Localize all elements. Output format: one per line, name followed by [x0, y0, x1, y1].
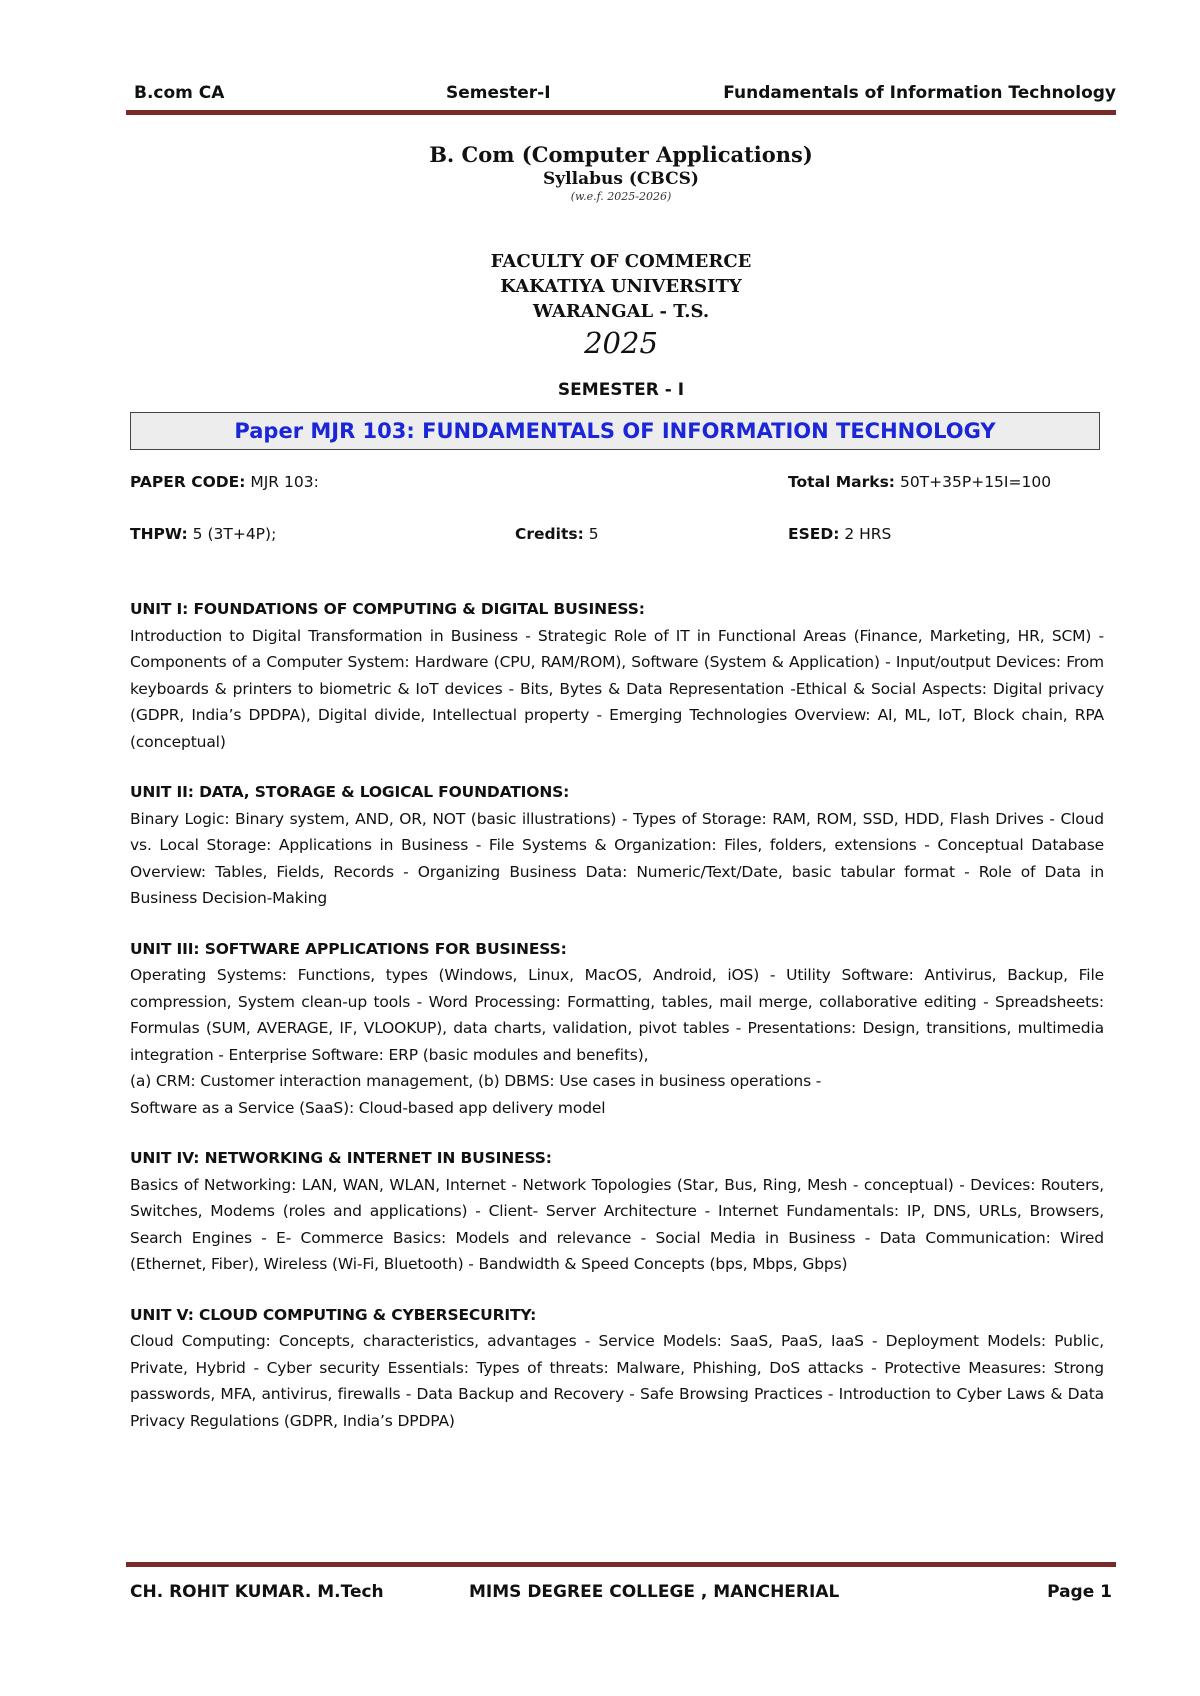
syllabus-title: Syllabus (CBCS): [543, 169, 699, 189]
unit-paragraph: Operating Systems: Functions, types (Windows, Linux, MacOS, Android, iOS) - Utility Software: Antivirus, Backup, File compression, System clean-up tools - Word Processing: Formatting, tables, mail merge, collaborative editing - Spreadsheets: Formulas (SUM, AVERAGE, IF, VLOOKUP), data charts, validation, pivot tables - Presentations: Design, transitions, multimedia integration - Enterprise Software: ERP (basic modules and benefits),: [130, 966, 1104, 1064]
total-marks-label: Total Marks:: [788, 473, 896, 491]
unit-body: [130, 962, 1104, 1121]
unit-paragraph: Introduction to Digital Transformation in Business - Strategic Role of IT in Functional Areas (Finance, Marketing, HR, SCM) - Components of a Computer System: Hardware (CPU, RAM/ROM), Software (System & Application) - Input/output Devices: From keyboards & printers to biometric & IoT devices - Bits, Bytes & Data Representation -Ethical & Social Aspects: Digital privacy (GDPR, India’s DPDPA), Digital divide, Intellectual property - Emerging Technologies Overview: AI, ML, IoT, Block chain, RPA (conceptual): [130, 626, 1104, 751]
credits-label: Credits:: [515, 525, 584, 543]
footer-college: MIMS DEGREE COLLEGE , MANCHERIAL: [469, 1582, 840, 1602]
footer-author: CH. ROHIT KUMAR. M.Tech: [130, 1582, 384, 1602]
semester-heading: SEMESTER - I: [557, 380, 685, 400]
unit-paragraph: Binary Logic: Binary system, AND, OR, NOT (basic illustrations) - Types of Storage: RAM, ROM, SSD, HDD, Flash Drives - Cloud vs. Local Storage: Applications in Business - File Systems & Organization: Files, folders, extensions - Conceptual Database Overview: Tables, Fields, Records - Organizing Business Data: Numeric/Text/Date, basic tabular format - Role of Data in Business Decision-Making: [130, 809, 1104, 907]
header-divider: [126, 110, 1116, 115]
thpw-label: THPW:: [130, 525, 188, 543]
unit-section: [130, 1302, 1104, 1435]
esed-label: ESED:: [788, 525, 840, 543]
paper-code-value: MJR 103:: [250, 473, 319, 491]
footer-page-number: Page 1: [1047, 1582, 1112, 1602]
paper-code: [130, 473, 319, 491]
esed-value: 2 HRS: [844, 525, 892, 543]
effective-year: (w.e.f. 2025-2026): [570, 190, 672, 203]
footer-divider: [126, 1562, 1116, 1567]
unit-body: [130, 1172, 1104, 1278]
unit-body: [130, 1328, 1104, 1434]
university-location: WARANGAL - T.S.: [532, 301, 710, 322]
unit-body: [130, 623, 1104, 756]
syllabus-units: [130, 596, 1104, 1458]
total-marks: [788, 473, 1051, 491]
faculty-name: FACULTY OF COMMERCE: [490, 251, 752, 272]
unit-paragraph: (a) CRM: Customer interaction management, (b) DBMS: Use cases in business operations -: [130, 1072, 822, 1090]
syllabus-year: 2025: [584, 326, 658, 360]
unit-title: UNIT I: FOUNDATIONS OF COMPUTING & DIGITAL BUSINESS:: [130, 600, 645, 618]
esed: [788, 525, 891, 543]
unit-title: UNIT II: DATA, STORAGE & LOGICAL FOUNDATIONS:: [130, 783, 570, 801]
institution-block: [126, 249, 1116, 324]
thpw: [130, 525, 276, 543]
header-semester: Semester-I: [446, 83, 551, 103]
unit-paragraph: Basics of Networking: LAN, WAN, WLAN, Internet - Network Topologies (Star, Bus, Ring, Mesh - conceptual) - Devices: Routers, Switches, Modems (roles and applications) - Client- Server Architecture - Internet Fundamentals: IP, DNS, URLs, Browsers, Search Engines - E- Commerce Basics: Models and relevance - Social Media in Business - Data Communication: Wired (Ethernet, Fiber), Wireless (Wi-Fi, Bluetooth) - Bandwidth & Speed Concepts (bps, Mbps, Gbps): [130, 1175, 1104, 1273]
page-header: [126, 80, 1116, 108]
paper-title-box: Paper MJR 103: FUNDAMENTALS OF INFORMATION TECHNOLOGY: [130, 412, 1100, 450]
unit-title: UNIT III: SOFTWARE APPLICATIONS FOR BUSINESS:: [130, 939, 567, 958]
unit-title: UNIT IV: NETWORKING & INTERNET IN BUSINESS:: [130, 1149, 552, 1167]
credits: [515, 525, 599, 543]
university-name: KAKATIYA UNIVERSITY: [500, 276, 742, 297]
unit-body: [130, 806, 1104, 912]
header-subject: Fundamentals of Information Technology: [723, 83, 1116, 103]
thpw-value: 5 (3T+4P);: [192, 525, 277, 543]
paper-code-label: PAPER CODE:: [130, 473, 246, 491]
title-block: [126, 142, 1116, 204]
unit-paragraph: Software as a Service (SaaS): Cloud-based app delivery model: [130, 1098, 606, 1117]
header-course: B.com CA: [134, 83, 225, 103]
total-marks-value: 50T+35P+15I=100: [899, 473, 1052, 491]
unit-section: [130, 779, 1104, 912]
unit-section: [130, 936, 1104, 1122]
unit-title: UNIT V: CLOUD COMPUTING & CYBERSECURITY:: [130, 1305, 537, 1324]
unit-section: [130, 1145, 1104, 1278]
unit-section: [130, 596, 1104, 755]
program-title: B. Com (Computer Applications): [429, 142, 813, 167]
unit-paragraph: Cloud Computing: Concepts, characteristics, advantages - Service Models: SaaS, PaaS, IaaS - Deployment Models: Public, Private, Hybrid - Cyber security Essentials: Types of threats: Malware, Phishing, DoS attacks - Protective Measures: Strong passwords, MFA, antivirus, firewalls - Data Backup and Recovery - Safe Browsing Practices - Introduction to Cyber Laws & Data Privacy Regulations (GDPR, India’s DPDPA): [130, 1332, 1104, 1430]
credits-value: 5: [588, 525, 599, 543]
page-footer: [126, 1582, 1116, 1606]
